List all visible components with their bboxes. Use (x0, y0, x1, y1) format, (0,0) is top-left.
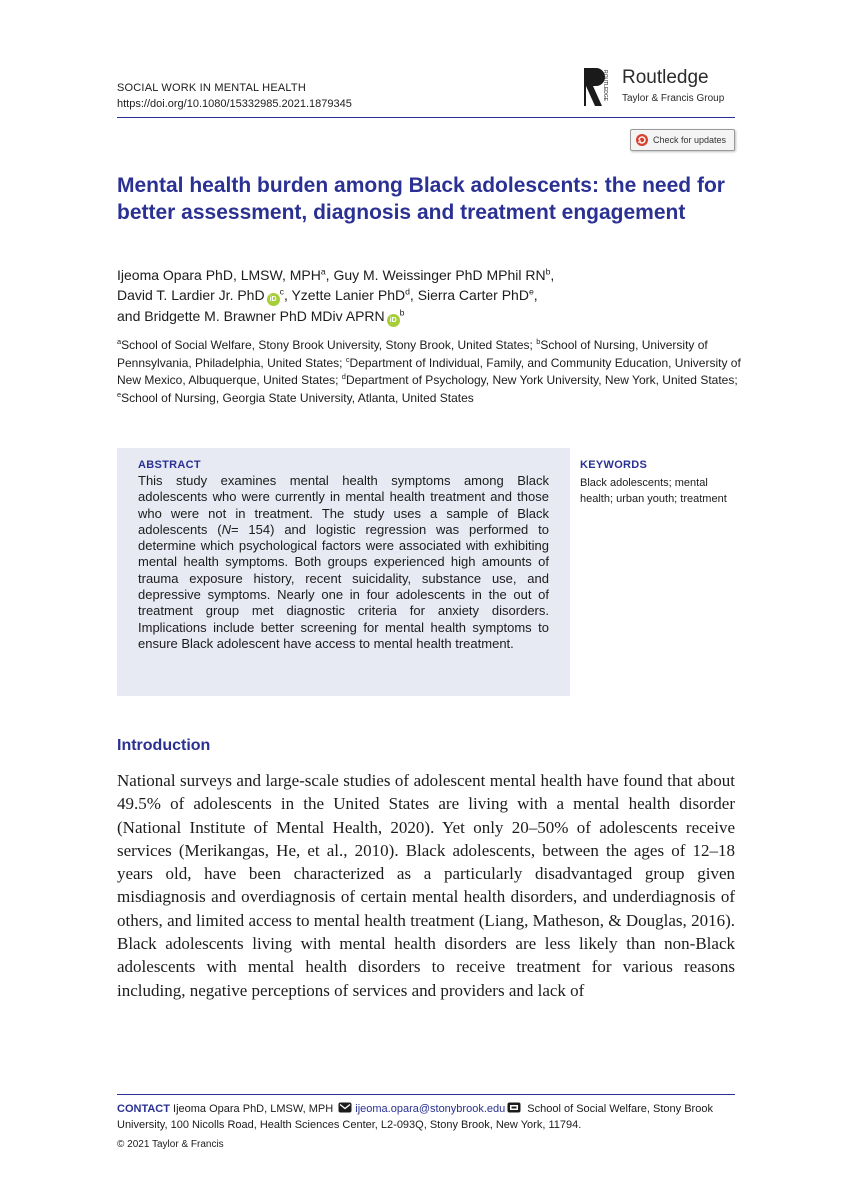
sample-size-symbol: N (221, 521, 231, 537)
keywords-list: Black adolescents; mental health; urban youth; treatment (580, 477, 727, 505)
publisher-logo (582, 64, 742, 110)
contact-email-link[interactable]: ijeoma.opara@stonybrook.edu (355, 1103, 506, 1115)
footer-divider (117, 1094, 735, 1095)
author-name[interactable]: Ijeoma Opara PhD, LMSW, MPH (117, 267, 321, 283)
affiliation-marker: e (117, 389, 122, 399)
author-name[interactable]: , Yzette Lanier PhD (283, 287, 406, 303)
routledge-vertical-text: ROUTLEDGE (602, 70, 608, 102)
orcid-icon[interactable]: iD (267, 293, 280, 306)
affiliation: Department of Psychology, New York University, New York, United States; (345, 373, 738, 387)
affiliation-marker: d (405, 286, 410, 297)
email-icon (338, 1102, 352, 1113)
affiliation-marker: e (528, 286, 534, 297)
author-name[interactable]: and Bridgette M. Brawner PhD MDiv APRN (117, 308, 385, 324)
routledge-r-icon (582, 66, 610, 108)
affiliation: School of Social Welfare, Stony Brook University, Stony Brook, United States; (121, 338, 537, 352)
contact-label: CONTACT (117, 1103, 170, 1115)
abstract-text (138, 473, 549, 652)
header-divider (117, 117, 735, 118)
affiliation-marker: d (341, 372, 346, 381)
affiliation: School of Nursing, University of Pennsylvania, Philadelphia, United States; (117, 338, 708, 370)
update-icon (635, 133, 649, 147)
journal-name: SOCIAL WORK IN MENTAL HEALTH (117, 82, 306, 94)
abstract-heading: ABSTRACT (138, 459, 201, 471)
affiliation: Department of Individual, Family, and Community Education, University of New Mexico, Albuquerque, United States; (117, 355, 741, 387)
introduction-heading: Introduction (117, 737, 211, 754)
address-icon (507, 1102, 521, 1113)
orcid-icon[interactable]: iD (387, 314, 400, 327)
author-name[interactable]: , Sierra Carter PhD (409, 287, 529, 303)
affiliation-marker: b (399, 307, 405, 318)
introduction-paragraph: National surveys and large-scale studies of adolescent mental health have found that about 49.5% of adolescents in the United States are living with a mental health disorder (National Institute of Mental Health, 2020). Yet only 20–50% of adolescents receive services (Merikangas, He, et al., 2010). Black adolescents, between the ages of 12–18 years old, have been characterized as a particularly disadvantaged group given misdiagnosis and overdiagnosis of certain mental health disorders, and underdiagnosis of others, and limited access to mental health treatment (Liang, Matheson, & Douglas, 2016). Black adolescents living with mental health disorders are less likely than non-Black adolescents with mental health disorders to receive treatment for various reasons including, negative perceptions of services and providers and lack of (117, 771, 735, 1000)
affiliation-marker: a (117, 337, 122, 346)
article-title: Mental health burden among Black adolescents: the need for better assessment, diagnosis and treatment engagement (117, 174, 725, 224)
contact-name: Ijeoma Opara PhD, LMSW, MPH (169, 1103, 337, 1115)
publisher-group: Taylor & Francis Group (622, 93, 725, 104)
affiliation-marker: b (536, 337, 541, 346)
author-name[interactable]: David T. Lardier Jr. PhD (117, 287, 265, 303)
affiliation: School of Nursing, Georgia State University, Atlanta, United States (121, 390, 474, 405)
check-for-updates-button[interactable] (630, 129, 735, 151)
affiliations (117, 337, 742, 407)
contact-address: School of Social Welfare, Stony Brook University, 100 Nicolls Road, Health Sciences Center, L2-093Q, Stony Brook, New York, 11794. (117, 1103, 713, 1131)
check-for-updates-label: Check for updates (653, 135, 727, 145)
affiliation-marker: c (279, 286, 284, 297)
abstract-box (117, 448, 570, 696)
author-list: Ijeoma Opara PhD, LMSW, MPH$^a$, Guy M. Weissinger PhD MPhil $RN^b$, David T. Lardier Jr. PhD $iD^c$, Yzette Lanier PhD$^d$, Sierra Carter PhD$^e$, and Bridgette M. Brawner PhD MDiv APRN $iD^b$ (117, 265, 742, 327)
affiliation-marker: a (320, 266, 326, 277)
affiliation-marker: b (545, 266, 551, 277)
doi-link[interactable]: https://doi.org/10.1080/15332985.2021.1879345 (117, 98, 352, 110)
copyright: © 2021 Taylor & Francis (117, 1139, 224, 1150)
author-name[interactable]: , Guy M. Weissinger PhD MPhil RN (325, 267, 546, 283)
keywords-heading: KEYWORDS (580, 459, 648, 471)
abstract-text-part: = 154) and logistic regression was performed to determine which psychological factors were associated with exhibiting mental health symptoms. Both groups experienced high amounts of trauma exposure history, recent suicidality, substance use, and depressive symptoms. Nearly one in four adolescents in the out of treatment group met diagnostic criteria for anxiety disorders. Implications include better screening for mental health symptoms to ensure Black adolescent have access to mental health treatment. (138, 521, 549, 651)
contact-info (117, 1101, 735, 1133)
affiliation-marker: c (345, 354, 350, 364)
abstract-text-part: This study examines mental health symptoms among Black adolescents who were currently in mental health treatment and those who were not in treatment. The study uses a sample of Black adolescents ( (138, 473, 549, 537)
publisher-name: Routledge (622, 67, 709, 88)
